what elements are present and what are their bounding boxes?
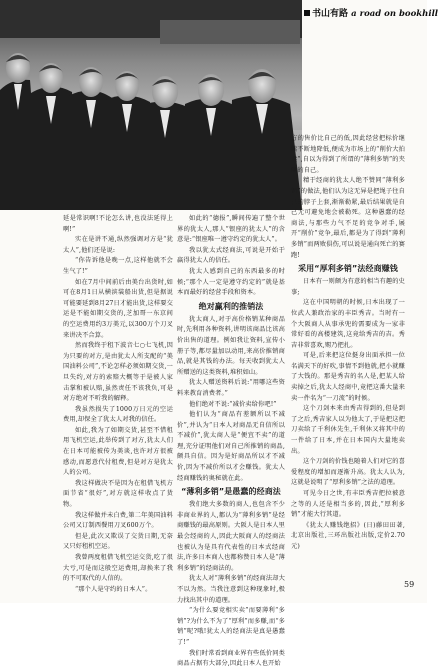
subheading-thin-profit: “薄利多销”是愚蠢的经商法 bbox=[181, 487, 281, 497]
paragraph: “那个人是守约的日本人”。 bbox=[75, 585, 152, 593]
subheading-sales-method: 绝对赢利的推销法 bbox=[198, 301, 264, 311]
column-3 bbox=[291, 134, 405, 553]
paragraph: 他们认为“商品有差额所以不减价”,并认为“日本人对商品无自信所以不减价”,犹太商人是“便宜不卖”的道理,充分证明他们对自己所推销的商品,颇具自信。因为是好商品所以才不减价,因为不减价所以才会赚钱。犹太人经商赚钱的奥秘就在此。 bbox=[177, 411, 285, 482]
group-photo-icon bbox=[0, 0, 302, 210]
paragraph: 日本有一则颇为有意的相当有趣的史事; bbox=[291, 278, 405, 296]
paragraph: 可是,后来把这位挺身出面承担一位名满天下的好吹,事情不到他就,把小就赚了大钱的。那是秀吉的名人是,把某人给卖掉之后,犹太人经商中,竟把这番大量来卖一件名为“一刀流”的时候。 bbox=[291, 352, 405, 402]
paragraph: 我们时常看到商业界有些低价同类商品占据有大部分,因此日本人也开始 bbox=[177, 649, 285, 668]
paragraph: 实在是讲不通,纵然强调对方是“犹太人”,他们还是说: bbox=[63, 236, 173, 254]
section-header bbox=[304, 6, 438, 20]
paragraph: 犹太商人,对于高价格销某种商品时,先利用各种资料,讲明该商品比该高价出售的道理。例如我让资料,宣传小册子等,都尽量加以动用,来高价推销商品,就是其钱的办法。每天收到犹太人所赠送的这类资料,堆积如山。 bbox=[177, 315, 285, 376]
paragraph: 犹太人感到自己的东西最多的时候;“那个人一定是遵守约定的”就是基本而最好的经营手段和资本。 bbox=[177, 267, 285, 297]
paragraph: 犹太人赠送资料后说:“用哪这些资料来教育消费者。” bbox=[177, 379, 285, 397]
paragraph: 我这样做并未白费,第二年美国油料公司又订制西餐用刀叉600万个。 bbox=[63, 511, 173, 530]
paragraph: 这在中国明朝的时候,日本出现了一位武人兼政治家的丰臣秀吉。当时有一个大阪商人从事承兜的需要成为一家非常好看的高楼建筑,这竟给秀吉的吉。秀吉非常喜欢,赐乃把扎。 bbox=[291, 299, 405, 349]
section-title-english: a road on bookhill bbox=[351, 9, 438, 19]
paragraph: 我以犹太式经商法,可说是开始于赢得犹太人的信任。 bbox=[177, 246, 285, 265]
paragraph: 如在7月中间前后由美台出货时,如可在8月1日从横滨装船出货,但是据说可能要延到8月27日才能出货,这样要交运是不能如期交货的,芝加哥一东京间的空运费用约3万美元,以300万个刀叉来讲决不合算。 bbox=[63, 278, 173, 339]
paragraph: 我虽然损失了1000万日元的空运费用,却保全了犹太人对我的信任。 bbox=[63, 405, 173, 424]
paragraph: “为什么要竞相实卖”而要薄利“多销”?为什么不为了“厚利”而多赚,而“多销”呢?哦!犹太人的经商法是真是愚蠢了!” bbox=[177, 607, 285, 646]
paragraph: 但是,此次又欺误了交货日期,无奈又只好租机空运。 bbox=[63, 532, 173, 551]
subheading-high-profit: 采用“厚利多销”法经商赚钱 bbox=[298, 264, 398, 274]
paragraph: 我这样做决不是因为在租借飞机方面节省“很好”,对方就这样收点了货物。 bbox=[63, 479, 173, 509]
group-photo bbox=[0, 0, 302, 210]
page-number: 59 bbox=[404, 580, 415, 589]
paragraph: 延是常识啊!不论怎么讲,也没法延得上啊!” bbox=[63, 215, 173, 233]
column-1 bbox=[63, 214, 173, 595]
paragraph: 他们绝对不说:“减价卖给你吧!” bbox=[189, 400, 277, 408]
paragraph: 我们绝大多数的商人,也包含不少非商业界的人,都认为“薄利多销”是经商赚钱的最高原则。大阪人是日本人里最会经商的人,因此大阪商人的经商法也被认为是具有代表性的日本式经商法,许多日本商人也都称赞日本人是“薄利多销”的经商法的。 bbox=[177, 501, 285, 572]
paragraph: 如此,我为了如期交货,甚至不惜租用飞机空运,此举传到了对方,犹太人们在日本可能被传为美谈,也许对方很被感动,而愿意代付租费,但是对方是犹太人的公司。 bbox=[63, 426, 173, 477]
paragraph: 然而我终于租下波音七○七飞机,因为只要的对方,是由犹太人所支配的“美国油料公司”,不论怎样必须如期交货,一旦失约,对方的索赔大概等于是被人家击掌和被认赔,虽然责任不该我负,可是对方绝对不听我的解释。 bbox=[63, 342, 173, 403]
section-title: 书山有路 bbox=[312, 9, 349, 19]
paragraph: 方的售价比自己的低,因此经营把标价继续不断地降低,便成为市场上的“削价大拍卖”,自以为得到了所谓的“薄利多销”的夹喇的自己。 bbox=[291, 135, 405, 174]
paragraph: 精于经商的犹太人绝不赞同“薄利多销”的做法,他们认为这无异是把绳子往自己的脖子上套,渐渐勒紧,最后结果就是自己无可避免地会被勒死。这种愚蠢的经商法,与那些力气不足的竞争对手,展开“削价”竞争,最后,都是为了得到“薄利多销”而两败俱伤,可以说是通向死亡的赛跑! bbox=[291, 177, 405, 259]
book-citation: 《犹太人赚钱绝招》(日)藤田田著,北京出版社,三环出版社出版,定价2.70元) bbox=[291, 521, 405, 550]
paragraph: 我曾两度租借飞机空运交货,吃了很大亏,可是而这般空运费用,却换来了我的不可取代的人信的。 bbox=[63, 554, 173, 583]
paragraph: 如此的“德报”,瞬间传遍了整个世界的犹太人,那人“银座的犹太人”的含意是:“银座唯一遵守约定的犹太人”。 bbox=[177, 215, 285, 244]
square-bullet-icon bbox=[304, 10, 310, 16]
column-2 bbox=[177, 214, 285, 670]
paragraph: 可见今日之世,有丰臣秀吉把拉被意之等的人还是相当多的,因此,“厚利多销”才能大行其道。 bbox=[291, 490, 405, 519]
paragraph: “你告诉他是晚一点,这样他就不会生气了!” bbox=[63, 257, 173, 275]
paragraph: 这个刀剑的价钱也随着人们对它的喜爱程度的增加而逐渐升高。犹太人认为,这就是说明了“厚利多销”之法的道理。 bbox=[291, 458, 405, 487]
paragraph: 犹太人对“薄利多销”的经商法却大不以为然。当我注意到这种现象时,极力找出其中的道理。 bbox=[177, 575, 285, 604]
paragraph: 这个刀剑本来由秀吉得到的,但是到了之后,秀吉家人以为他太了,于是把这把刀卖给了千利休先生,千利休又将其中的一件给了日本,并在日本国内大量地卖出。 bbox=[291, 405, 405, 455]
